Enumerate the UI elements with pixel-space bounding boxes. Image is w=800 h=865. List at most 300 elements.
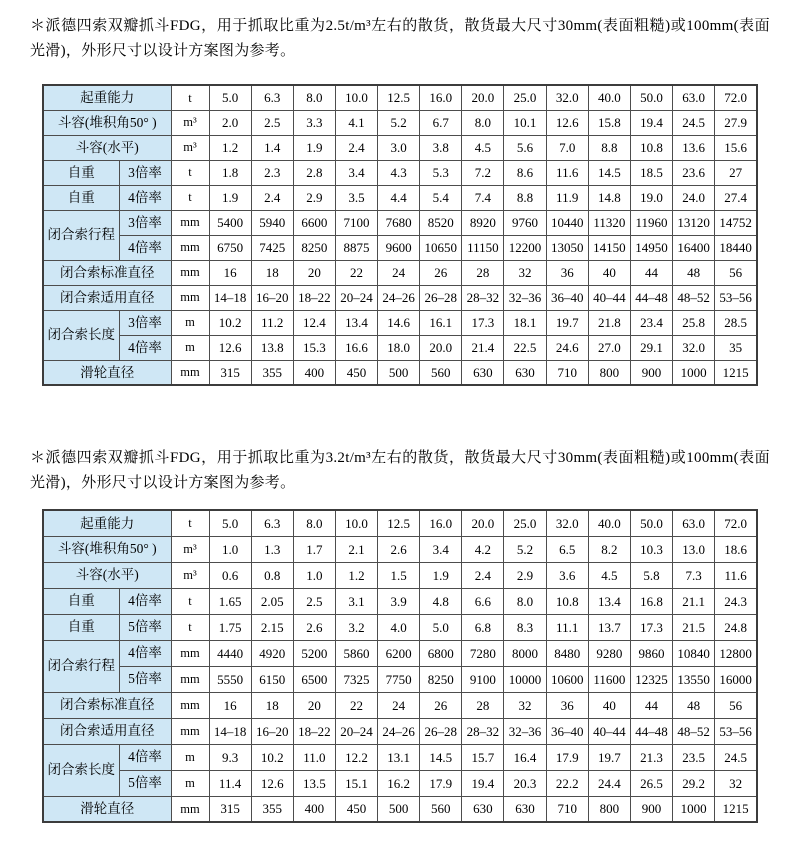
table-row	[43, 185, 757, 210]
row-label: 闭合索行程	[43, 640, 119, 692]
value-cell: 13.7	[588, 614, 630, 640]
unit-cell: mm	[171, 796, 209, 822]
value-cell: 10840	[673, 640, 715, 666]
value-cell: 9280	[588, 640, 630, 666]
value-cell: 32–36	[504, 285, 546, 310]
spec-table-1	[42, 84, 758, 386]
value-cell: 900	[630, 360, 672, 385]
value-cell: 16.6	[335, 335, 377, 360]
value-cell: 400	[293, 360, 335, 385]
value-cell: 500	[378, 796, 420, 822]
row-label: 滑轮直径	[43, 796, 171, 822]
value-cell: 14150	[588, 235, 630, 260]
value-cell: 11960	[630, 210, 672, 235]
value-cell: 7680	[378, 210, 420, 235]
value-cell: 21.8	[588, 310, 630, 335]
value-cell: 17.3	[462, 310, 504, 335]
row-label: 闭合索适用直径	[43, 285, 171, 310]
value-cell: 800	[588, 796, 630, 822]
value-cell: 11.2	[251, 310, 293, 335]
value-cell: 24.0	[673, 185, 715, 210]
value-cell: 20	[293, 260, 335, 285]
row-label: 闭合索适用直径	[43, 718, 171, 744]
table-row	[43, 335, 757, 360]
value-cell: 21.4	[462, 335, 504, 360]
value-cell: 10650	[420, 235, 462, 260]
value-cell: 2.05	[251, 588, 293, 614]
value-cell: 13120	[673, 210, 715, 235]
value-cell: 12200	[504, 235, 546, 260]
value-cell: 50.0	[630, 510, 672, 536]
row-sub-label: 4倍率	[119, 744, 171, 770]
value-cell: 14.5	[588, 160, 630, 185]
value-cell: 40	[588, 260, 630, 285]
value-cell: 7.3	[673, 562, 715, 588]
value-cell: 11.6	[715, 562, 757, 588]
value-cell: 16.8	[630, 588, 672, 614]
spec-table-2	[42, 509, 758, 823]
value-cell: 355	[251, 360, 293, 385]
row-label: 闭合索长度	[43, 310, 119, 360]
value-cell: 36	[546, 692, 588, 718]
value-cell: 800	[588, 360, 630, 385]
value-cell: 315	[209, 796, 251, 822]
value-cell: 32	[504, 260, 546, 285]
value-cell: 2.6	[293, 614, 335, 640]
value-cell: 23.6	[673, 160, 715, 185]
unit-cell: t	[171, 85, 209, 110]
value-cell: 18	[251, 260, 293, 285]
value-cell: 32	[715, 770, 757, 796]
value-cell: 56	[715, 260, 757, 285]
value-cell: 2.8	[293, 160, 335, 185]
value-cell: 16–20	[251, 718, 293, 744]
value-cell: 6500	[293, 666, 335, 692]
value-cell: 18–22	[293, 718, 335, 744]
value-cell: 36–40	[546, 285, 588, 310]
value-cell: 3.4	[420, 536, 462, 562]
value-cell: 2.6	[378, 536, 420, 562]
value-cell: 7.2	[462, 160, 504, 185]
value-cell: 1.75	[209, 614, 251, 640]
value-cell: 29.1	[630, 335, 672, 360]
table-row	[43, 588, 757, 614]
value-cell: 28–32	[462, 285, 504, 310]
value-cell: 10000	[504, 666, 546, 692]
value-cell: 18.6	[715, 536, 757, 562]
value-cell: 40.0	[588, 510, 630, 536]
value-cell: 12325	[630, 666, 672, 692]
row-sub-label: 5倍率	[119, 770, 171, 796]
value-cell: 3.5	[335, 185, 377, 210]
unit-cell: t	[171, 185, 209, 210]
value-cell: 22	[335, 692, 377, 718]
unit-cell: t	[171, 510, 209, 536]
value-cell: 13.8	[251, 335, 293, 360]
value-cell: 13.4	[588, 588, 630, 614]
value-cell: 36–40	[546, 718, 588, 744]
value-cell: 11600	[588, 666, 630, 692]
value-cell: 11.9	[546, 185, 588, 210]
row-sub-label: 4倍率	[119, 588, 171, 614]
value-cell: 1215	[715, 360, 757, 385]
value-cell: 12800	[715, 640, 757, 666]
value-cell: 1.5	[378, 562, 420, 588]
value-cell: 23.4	[630, 310, 672, 335]
value-cell: 630	[504, 360, 546, 385]
value-cell: 1.4	[251, 135, 293, 160]
value-cell: 18–22	[293, 285, 335, 310]
value-cell: 8.8	[588, 135, 630, 160]
value-cell: 5.0	[209, 510, 251, 536]
value-cell: 53–56	[715, 285, 757, 310]
value-cell: 14752	[715, 210, 757, 235]
value-cell: 5.3	[420, 160, 462, 185]
value-cell: 1.3	[251, 536, 293, 562]
value-cell: 9860	[630, 640, 672, 666]
table-row	[43, 796, 757, 822]
unit-cell: m³	[171, 110, 209, 135]
value-cell: 8520	[420, 210, 462, 235]
row-label: 闭合索长度	[43, 744, 119, 796]
unit-cell: t	[171, 588, 209, 614]
value-cell: 12.2	[335, 744, 377, 770]
value-cell: 16	[209, 692, 251, 718]
value-cell: 2.9	[293, 185, 335, 210]
value-cell: 15.8	[588, 110, 630, 135]
value-cell: 1.9	[293, 135, 335, 160]
value-cell: 3.1	[335, 588, 377, 614]
value-cell: 20–24	[335, 718, 377, 744]
value-cell: 15.7	[462, 744, 504, 770]
value-cell: 3.3	[293, 110, 335, 135]
value-cell: 8.0	[462, 110, 504, 135]
value-cell: 17.9	[420, 770, 462, 796]
value-cell: 13.6	[673, 135, 715, 160]
unit-cell: mm	[171, 285, 209, 310]
value-cell: 16.0	[420, 85, 462, 110]
value-cell: 20.0	[462, 85, 504, 110]
value-cell: 6.8	[462, 614, 504, 640]
value-cell: 8.0	[293, 85, 335, 110]
value-cell: 24	[378, 260, 420, 285]
value-cell: 9760	[504, 210, 546, 235]
value-cell: 6200	[378, 640, 420, 666]
value-cell: 2.5	[251, 110, 293, 135]
table-row	[43, 562, 757, 588]
value-cell: 4.0	[378, 614, 420, 640]
value-cell: 3.4	[335, 160, 377, 185]
value-cell: 25.0	[504, 85, 546, 110]
value-cell: 7100	[335, 210, 377, 235]
value-cell: 5860	[335, 640, 377, 666]
value-cell: 3.2	[335, 614, 377, 640]
unit-cell: mm	[171, 235, 209, 260]
value-cell: 10.0	[335, 510, 377, 536]
value-cell: 5400	[209, 210, 251, 235]
value-cell: 16	[209, 260, 251, 285]
row-sub-label: 3倍率	[119, 310, 171, 335]
value-cell: 24.4	[588, 770, 630, 796]
value-cell: 40–44	[588, 285, 630, 310]
row-sub-label: 3倍率	[119, 160, 171, 185]
value-cell: 28.5	[715, 310, 757, 335]
value-cell: 2.9	[504, 562, 546, 588]
value-cell: 1000	[673, 796, 715, 822]
value-cell: 19.0	[630, 185, 672, 210]
value-cell: 36	[546, 260, 588, 285]
value-cell: 13050	[546, 235, 588, 260]
value-cell: 35	[715, 335, 757, 360]
value-cell: 7.4	[462, 185, 504, 210]
value-cell: 2.3	[251, 160, 293, 185]
value-cell: 5.0	[420, 614, 462, 640]
value-cell: 16–20	[251, 285, 293, 310]
value-cell: 21.5	[673, 614, 715, 640]
row-label: 自重	[43, 588, 119, 614]
value-cell: 32.0	[673, 335, 715, 360]
value-cell: 16.1	[420, 310, 462, 335]
value-cell: 28–32	[462, 718, 504, 744]
value-cell: 48–52	[673, 718, 715, 744]
value-cell: 4.1	[335, 110, 377, 135]
value-cell: 6.3	[251, 510, 293, 536]
intro-paragraph-1: ＊派德四索双瓣抓斗FDG，用于抓取比重为2.5t/m³左右的散货，散货最大尺寸30mm(表面粗糙)或100mm(表面光滑)，外形尺寸以设计方案图为参考。	[30, 18, 770, 59]
table-row	[43, 614, 757, 640]
value-cell: 900	[630, 796, 672, 822]
value-cell: 22.2	[546, 770, 588, 796]
value-cell: 24.5	[673, 110, 715, 135]
value-cell: 11.6	[546, 160, 588, 185]
unit-cell: m	[171, 770, 209, 796]
value-cell: 26	[420, 692, 462, 718]
value-cell: 48	[673, 260, 715, 285]
row-label: 闭合索行程	[43, 210, 119, 260]
value-cell: 11.1	[546, 614, 588, 640]
value-cell: 6.6	[462, 588, 504, 614]
value-cell: 28	[462, 260, 504, 285]
value-cell: 26.5	[630, 770, 672, 796]
value-cell: 6.5	[546, 536, 588, 562]
value-cell: 450	[335, 796, 377, 822]
value-cell: 24.5	[715, 744, 757, 770]
value-cell: 8.8	[504, 185, 546, 210]
value-cell: 8.0	[293, 510, 335, 536]
value-cell: 3.0	[378, 135, 420, 160]
value-cell: 50.0	[630, 85, 672, 110]
value-cell: 10.8	[546, 588, 588, 614]
row-sub-label: 4倍率	[119, 185, 171, 210]
value-cell: 72.0	[715, 510, 757, 536]
value-cell: 15.3	[293, 335, 335, 360]
value-cell: 630	[504, 796, 546, 822]
value-cell: 15.6	[715, 135, 757, 160]
value-cell: 12.6	[209, 335, 251, 360]
value-cell: 16.0	[420, 510, 462, 536]
value-cell: 4.3	[378, 160, 420, 185]
value-cell: 19.7	[546, 310, 588, 335]
unit-cell: mm	[171, 360, 209, 385]
value-cell: 3.9	[378, 588, 420, 614]
value-cell: 0.6	[209, 562, 251, 588]
table-row	[43, 210, 757, 235]
value-cell: 5.6	[504, 135, 546, 160]
row-label: 斗容(水平)	[43, 562, 171, 588]
value-cell: 630	[462, 796, 504, 822]
value-cell: 10600	[546, 666, 588, 692]
value-cell: 24–26	[378, 285, 420, 310]
value-cell: 14–18	[209, 718, 251, 744]
row-label: 起重能力	[43, 85, 171, 110]
unit-cell: mm	[171, 210, 209, 235]
value-cell: 2.1	[335, 536, 377, 562]
value-cell: 40.0	[588, 85, 630, 110]
value-cell: 5.2	[504, 536, 546, 562]
unit-cell: m³	[171, 562, 209, 588]
value-cell: 450	[335, 360, 377, 385]
value-cell: 32	[504, 692, 546, 718]
value-cell: 12.5	[378, 85, 420, 110]
value-cell: 2.5	[293, 588, 335, 614]
value-cell: 44	[630, 692, 672, 718]
table-row	[43, 235, 757, 260]
value-cell: 20.0	[462, 510, 504, 536]
value-cell: 2.4	[462, 562, 504, 588]
value-cell: 21.3	[630, 744, 672, 770]
value-cell: 8250	[420, 666, 462, 692]
value-cell: 13550	[673, 666, 715, 692]
value-cell: 10.2	[251, 744, 293, 770]
value-cell: 9100	[462, 666, 504, 692]
value-cell: 8480	[546, 640, 588, 666]
value-cell: 29.2	[673, 770, 715, 796]
value-cell: 27.9	[715, 110, 757, 135]
table-row	[43, 260, 757, 285]
value-cell: 18.5	[630, 160, 672, 185]
value-cell: 27.4	[715, 185, 757, 210]
value-cell: 5.4	[420, 185, 462, 210]
value-cell: 5.2	[378, 110, 420, 135]
table-row	[43, 310, 757, 335]
row-sub-label: 3倍率	[119, 210, 171, 235]
table-row	[43, 666, 757, 692]
table-row	[43, 135, 757, 160]
row-label: 起重能力	[43, 510, 171, 536]
value-cell: 72.0	[715, 85, 757, 110]
unit-cell: m³	[171, 135, 209, 160]
value-cell: 4.2	[462, 536, 504, 562]
value-cell: 26	[420, 260, 462, 285]
value-cell: 28	[462, 692, 504, 718]
value-cell: 7280	[462, 640, 504, 666]
value-cell: 14950	[630, 235, 672, 260]
value-cell: 5.8	[630, 562, 672, 588]
value-cell: 16000	[715, 666, 757, 692]
value-cell: 22.5	[504, 335, 546, 360]
value-cell: 19.7	[588, 744, 630, 770]
value-cell: 6.3	[251, 85, 293, 110]
value-cell: 8.0	[504, 588, 546, 614]
value-cell: 7750	[378, 666, 420, 692]
value-cell: 2.0	[209, 110, 251, 135]
intro-paragraph-2: ＊派德四索双瓣抓斗FDG，用于抓取比重为3.2t/m³左右的散货，散货最大尺寸30mm(表面粗糙)或100mm(表面光滑)，外形尺寸以设计方案图为参考。	[30, 450, 770, 491]
value-cell: 2.4	[335, 135, 377, 160]
value-cell: 315	[209, 360, 251, 385]
value-cell: 4.4	[378, 185, 420, 210]
value-cell: 710	[546, 360, 588, 385]
value-cell: 13.1	[378, 744, 420, 770]
value-cell: 5550	[209, 666, 251, 692]
value-cell: 1.8	[209, 160, 251, 185]
value-cell: 22	[335, 260, 377, 285]
value-cell: 24.3	[715, 588, 757, 614]
value-cell: 12.4	[293, 310, 335, 335]
value-cell: 19.4	[462, 770, 504, 796]
value-cell: 16400	[673, 235, 715, 260]
row-sub-label: 4倍率	[119, 640, 171, 666]
row-label: 闭合索标准直径	[43, 692, 171, 718]
value-cell: 12.6	[546, 110, 588, 135]
value-cell: 11.4	[209, 770, 251, 796]
value-cell: 1.7	[293, 536, 335, 562]
value-cell: 8.6	[504, 160, 546, 185]
value-cell: 11150	[462, 235, 504, 260]
unit-cell: m	[171, 744, 209, 770]
value-cell: 8920	[462, 210, 504, 235]
table-row	[43, 744, 757, 770]
value-cell: 25.0	[504, 510, 546, 536]
value-cell: 355	[251, 796, 293, 822]
value-cell: 24	[378, 692, 420, 718]
row-label: 斗容(堆积角50° )	[43, 536, 171, 562]
value-cell: 24.8	[715, 614, 757, 640]
row-label: 滑轮直径	[43, 360, 171, 385]
row-sub-label: 4倍率	[119, 235, 171, 260]
value-cell: 7425	[251, 235, 293, 260]
value-cell: 53–56	[715, 718, 757, 744]
value-cell: 12.6	[251, 770, 293, 796]
value-cell: 1000	[673, 360, 715, 385]
table-row	[43, 285, 757, 310]
table-row	[43, 640, 757, 666]
value-cell: 40–44	[588, 718, 630, 744]
value-cell: 23.5	[673, 744, 715, 770]
value-cell: 10.3	[630, 536, 672, 562]
value-cell: 21.1	[673, 588, 715, 614]
value-cell: 40	[588, 692, 630, 718]
row-sub-label: 5倍率	[119, 666, 171, 692]
value-cell: 10.0	[335, 85, 377, 110]
value-cell: 560	[420, 796, 462, 822]
value-cell: 15.1	[335, 770, 377, 796]
value-cell: 10.8	[630, 135, 672, 160]
value-cell: 9.3	[209, 744, 251, 770]
value-cell: 18440	[715, 235, 757, 260]
value-cell: 4.5	[462, 135, 504, 160]
value-cell: 6150	[251, 666, 293, 692]
value-cell: 6600	[293, 210, 335, 235]
value-cell: 27.0	[588, 335, 630, 360]
unit-cell: m³	[171, 536, 209, 562]
value-cell: 63.0	[673, 510, 715, 536]
value-cell: 20	[293, 692, 335, 718]
value-cell: 1.65	[209, 588, 251, 614]
value-cell: 4440	[209, 640, 251, 666]
row-sub-label: 5倍率	[119, 614, 171, 640]
value-cell: 44–48	[630, 718, 672, 744]
value-cell: 5.0	[209, 85, 251, 110]
value-cell: 13.4	[335, 310, 377, 335]
